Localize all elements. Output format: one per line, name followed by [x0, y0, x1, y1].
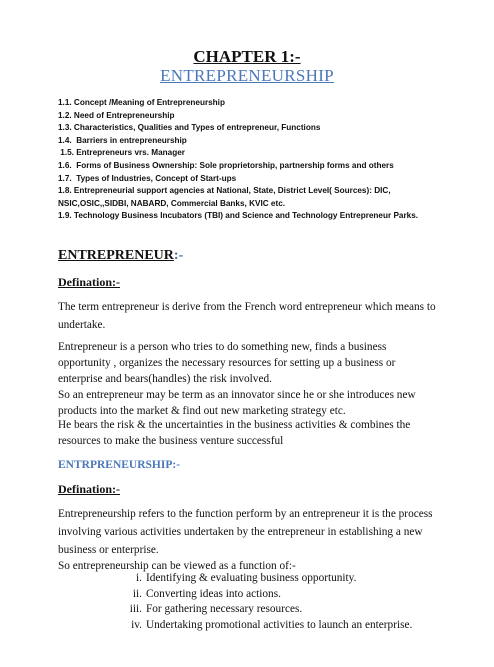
toc-item: 1.3. Characteristics, Qualities and Types of entrepreneur, Functions [58, 123, 321, 133]
list-number: iii. [129, 603, 142, 615]
chapter-title: CHAPTER 1:- [193, 47, 301, 66]
list-item [110, 602, 450, 618]
section-heading-entrepreneur [58, 248, 183, 264]
toc-item: 1.2. Need of Entrepreneurship [58, 110, 175, 120]
heading-text: ENTREPRENEUR [58, 248, 174, 263]
toc-item: 1.1. Concept /Meaning of Entrepreneurship [58, 98, 225, 107]
list-number: iv. [131, 618, 142, 631]
list-item [110, 587, 450, 603]
list-number: i. [136, 572, 142, 584]
paragraph: He bears the risk & the uncertainties in the business activities & combines the resources to make the business venture successful [58, 419, 411, 447]
list-item [110, 571, 450, 587]
paragraph: The term entrepreneur is derive from the French word entrepreneur which means to undertake. [58, 301, 436, 331]
definition-label: Defination:- [58, 482, 120, 496]
paragraph: Entrepreneur is a person who tries to do something new, finds a business opportunity , organizes the necessary resources for setting up a business or enterprise and bears(handles) the risk involved. [58, 341, 396, 385]
list-intro: So entrepreneurship can be viewed as a function of:- [58, 560, 296, 572]
paragraph: Entrepreneurship refers to the function perform by an entrepreneur it is the process involving various activities undertaken by the entrepreneur in establishing a new business or enterprise. [58, 508, 433, 556]
paragraph: So an entrepreneur may be term as an innovator since he or she introduces new products into the market & find out new marketing strategy etc. [58, 389, 416, 417]
section-heading-entrepreneurship: ENTRPRENEURSHIP:- [58, 459, 181, 471]
list-text: Identifying & evaluating business opportunity. [146, 572, 357, 584]
toc-item: 1.6. Forms of Business Ownership: Sole proprietorship, partnership forms and others [58, 160, 394, 170]
main-title: ENTREPRENEURSHIP [160, 66, 334, 85]
toc-item: 1.9. Technology Business Incubators (TBI) and Science and Technology Entrepreneur Parks. [58, 211, 419, 221]
heading-tail: :- [173, 248, 184, 263]
list-text: For gathering necessary resources. [146, 603, 303, 615]
toc-item: 1.5. Entrepreneurs vrs. Manager [58, 148, 185, 158]
list-number: ii. [132, 587, 142, 600]
toc-item: 1.4. Barriers in entrepreneurship [58, 135, 187, 145]
list-text: Undertaking promotional activities to launch an enterprise. [146, 618, 413, 631]
toc-item: 1.7. Types of Industries, Concept of Start-ups [58, 173, 237, 183]
function-list [110, 571, 450, 633]
list-text: Converting ideas into actions. [146, 587, 281, 600]
list-item [110, 618, 450, 634]
table-of-contents [58, 97, 438, 223]
toc-item: 1.8. Entrepreneurial support agencies at National, State, District Level( Sources): DIC, NSIC,OSIC,,SIDBI, NABARD, Commercial Banks, KVIC etc. [58, 186, 391, 208]
definition-label: Defination:- [58, 275, 120, 289]
